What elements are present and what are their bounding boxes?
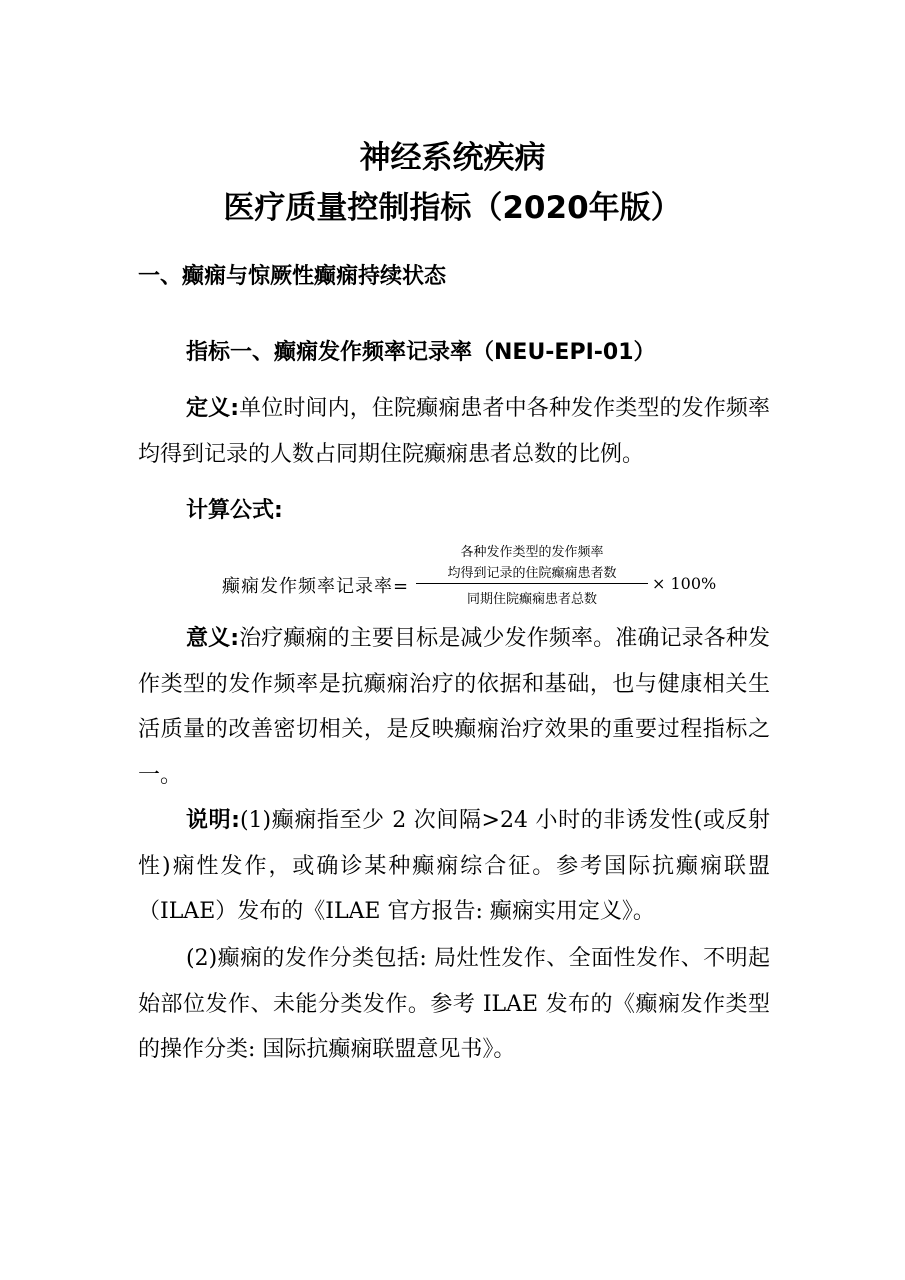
formula-numerator-line1: 各种发作类型的发作频率 [460, 545, 604, 560]
note1-text: (1)癫痫指至少 2 次间隔>24 小时的非诱发性(或反射性)痫性发作，或确诊某种癫痫综合征。参考国际抗癫痫联盟（ILAE）发布的《ILAE 官方报告: 癫痫实用定义》。 [138, 808, 770, 924]
formula-rhs: × 100% [652, 574, 717, 593]
meaning-paragraph [138, 616, 770, 798]
indicator-heading: 指标一、癫痫发作频率记录率（NEU-EPI-01） [186, 340, 656, 365]
meaning-label: 意义: [186, 626, 240, 651]
notes-label: 说明: [186, 808, 240, 833]
document-title-line1: 神经系统疾病 [359, 140, 546, 176]
fraction-bar [416, 583, 648, 584]
calculation-formula [222, 538, 717, 612]
note1-paragraph [138, 798, 770, 935]
formula-label: 计算公式: [186, 498, 283, 523]
formula-lhs: 癫痫发作频率记录率= [222, 576, 410, 597]
formula-denominator: 同期住院癫痫患者总数 [466, 592, 597, 607]
formula-label-paragraph [138, 488, 770, 534]
note2-text: (2)癫痫的发作分类包括: 局灶性发作、全面性发作、不明起始部位发作、未能分类发作。参考 ILAE 发布的《癫痫发作类型的操作分类: 国际抗癫痫联盟意见书》。 [138, 946, 770, 1062]
meaning-text: 治疗癫痫的主要目标是减少发作频率。准确记录各种发作类型的发作频率是抗癫痫治疗的依据和基础，也与健康相关生活质量的改善密切相关，是反映癫痫治疗效果的重要过程指标之一。 [138, 626, 770, 788]
section-heading: 一、癫痫与惊厥性癫痫持续状态 [138, 264, 447, 289]
definition-text: 单位时间内，住院癫痫患者中各种发作类型的发作频率均得到记录的人数占同期住院癫痫患者总数的比例。 [138, 396, 770, 467]
document-title-line2: 医疗质量控制指标（2020年版） [223, 190, 682, 226]
formula-numerator-line2: 均得到记录的住院癫痫患者数 [447, 566, 617, 581]
definition-label: 定义: [186, 396, 240, 421]
note2-paragraph [138, 936, 770, 1073]
definition-paragraph [138, 386, 770, 477]
